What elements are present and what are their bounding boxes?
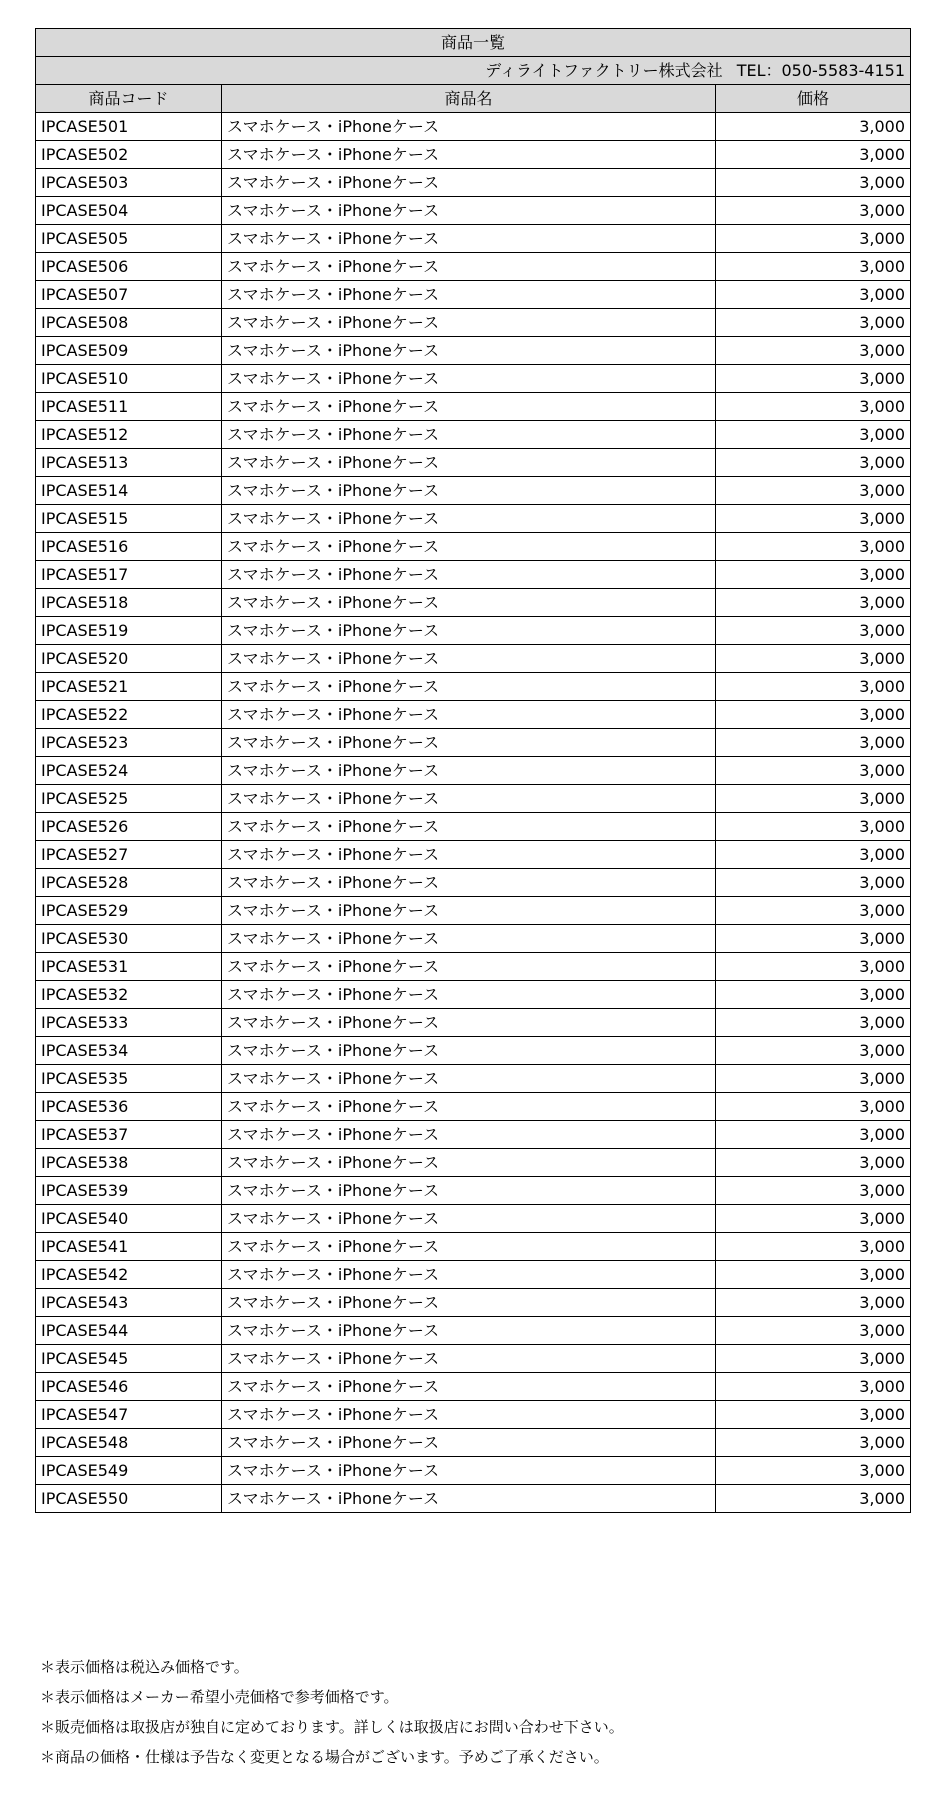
product-name-cell: スマホケース・iPhoneケース: [222, 1065, 716, 1093]
price-cell: 3,000: [716, 309, 911, 337]
column-header-row: [36, 85, 911, 113]
price-cell: 3,000: [716, 645, 911, 673]
table-row: [36, 1233, 911, 1261]
table-row: [36, 1485, 911, 1513]
note-item: ＊表示価格は税込み価格です。: [40, 1658, 249, 1676]
table-row: [36, 1261, 911, 1289]
product-name-cell: スマホケース・iPhoneケース: [222, 561, 716, 589]
table-row: [36, 757, 911, 785]
product-code-cell: IPCASE539: [36, 1177, 222, 1205]
product-name-cell: スマホケース・iPhoneケース: [222, 869, 716, 897]
product-code-cell: IPCASE545: [36, 1345, 222, 1373]
company-row: [36, 57, 911, 85]
table-row: [36, 253, 911, 281]
price-cell: 3,000: [716, 617, 911, 645]
price-cell: 3,000: [716, 1149, 911, 1177]
table-row: [36, 561, 911, 589]
product-code-cell: IPCASE501: [36, 113, 222, 141]
table-row: [36, 169, 911, 197]
price-cell: 3,000: [716, 1373, 911, 1401]
product-name-cell: スマホケース・iPhoneケース: [222, 1205, 716, 1233]
note-item: ＊表示価格はメーカー希望小売価格で参考価格です。: [40, 1688, 399, 1706]
price-cell: 3,000: [716, 477, 911, 505]
product-name-cell: スマホケース・iPhoneケース: [222, 673, 716, 701]
product-name-cell: スマホケース・iPhoneケース: [222, 169, 716, 197]
product-name-cell: スマホケース・iPhoneケース: [222, 197, 716, 225]
product-code-cell: IPCASE529: [36, 897, 222, 925]
product-code-cell: IPCASE531: [36, 953, 222, 981]
table-row: [36, 925, 911, 953]
price-cell: 3,000: [716, 225, 911, 253]
price-cell: 3,000: [716, 1401, 911, 1429]
price-cell: 3,000: [716, 449, 911, 477]
product-name-cell: スマホケース・iPhoneケース: [222, 253, 716, 281]
table-row: [36, 1037, 911, 1065]
price-cell: 3,000: [716, 1261, 911, 1289]
price-cell: 3,000: [716, 757, 911, 785]
table-row: [36, 1149, 911, 1177]
table-row: [36, 1121, 911, 1149]
product-code-cell: IPCASE514: [36, 477, 222, 505]
price-cell: 3,000: [716, 1093, 911, 1121]
product-code-cell: IPCASE511: [36, 393, 222, 421]
table-row: [36, 1345, 911, 1373]
product-name-cell: スマホケース・iPhoneケース: [222, 477, 716, 505]
price-cell: 3,000: [716, 673, 911, 701]
table-row: [36, 841, 911, 869]
table-row: [36, 1457, 911, 1485]
product-code-cell: IPCASE525: [36, 785, 222, 813]
price-cell: 3,000: [716, 1345, 911, 1373]
product-name-cell: スマホケース・iPhoneケース: [222, 337, 716, 365]
header-price: 価格: [716, 85, 911, 113]
product-name-cell: スマホケース・iPhoneケース: [222, 393, 716, 421]
price-cell: 3,000: [716, 1317, 911, 1345]
product-name-cell: スマホケース・iPhoneケース: [222, 645, 716, 673]
table-row: [36, 953, 911, 981]
product-code-cell: IPCASE526: [36, 813, 222, 841]
product-name-cell: スマホケース・iPhoneケース: [222, 925, 716, 953]
product-name-cell: スマホケース・iPhoneケース: [222, 1345, 716, 1373]
table-row: [36, 505, 911, 533]
product-code-cell: IPCASE509: [36, 337, 222, 365]
price-cell: 3,000: [716, 1457, 911, 1485]
table-row: [36, 281, 911, 309]
table-row: [36, 1177, 911, 1205]
table-row: [36, 533, 911, 561]
price-cell: 3,000: [716, 1233, 911, 1261]
product-code-cell: IPCASE537: [36, 1121, 222, 1149]
table-row: [36, 197, 911, 225]
product-code-cell: IPCASE503: [36, 169, 222, 197]
product-code-cell: IPCASE543: [36, 1289, 222, 1317]
product-code-cell: IPCASE548: [36, 1429, 222, 1457]
product-code-cell: IPCASE549: [36, 1457, 222, 1485]
product-name-cell: スマホケース・iPhoneケース: [222, 589, 716, 617]
product-name-cell: スマホケース・iPhoneケース: [222, 953, 716, 981]
product-code-cell: IPCASE540: [36, 1205, 222, 1233]
product-code-cell: IPCASE520: [36, 645, 222, 673]
product-code-cell: IPCASE506: [36, 253, 222, 281]
product-name-cell: スマホケース・iPhoneケース: [222, 1401, 716, 1429]
product-code-cell: IPCASE533: [36, 1009, 222, 1037]
product-code-cell: IPCASE517: [36, 561, 222, 589]
company-name: ディライトファクトリー株式会社: [485, 61, 723, 80]
table-row: [36, 729, 911, 757]
product-code-cell: IPCASE523: [36, 729, 222, 757]
price-cell: 3,000: [716, 953, 911, 981]
table-row: [36, 1009, 911, 1037]
price-cell: 3,000: [716, 113, 911, 141]
price-cell: 3,000: [716, 253, 911, 281]
product-code-cell: IPCASE522: [36, 701, 222, 729]
product-name-cell: スマホケース・iPhoneケース: [222, 897, 716, 925]
product-code-cell: IPCASE534: [36, 1037, 222, 1065]
company-info: [36, 57, 911, 85]
table-row: [36, 1401, 911, 1429]
table-row: [36, 1289, 911, 1317]
product-list-table: [35, 28, 911, 1513]
product-name-cell: スマホケース・iPhoneケース: [222, 1177, 716, 1205]
price-cell: 3,000: [716, 1065, 911, 1093]
product-name-cell: スマホケース・iPhoneケース: [222, 309, 716, 337]
product-code-cell: IPCASE505: [36, 225, 222, 253]
product-code-cell: IPCASE538: [36, 1149, 222, 1177]
price-cell: 3,000: [716, 197, 911, 225]
product-code-cell: IPCASE518: [36, 589, 222, 617]
price-cell: 3,000: [716, 1037, 911, 1065]
product-name-cell: スマホケース・iPhoneケース: [222, 505, 716, 533]
product-name-cell: スマホケース・iPhoneケース: [222, 981, 716, 1009]
product-code-cell: IPCASE532: [36, 981, 222, 1009]
product-code-cell: IPCASE521: [36, 673, 222, 701]
product-name-cell: スマホケース・iPhoneケース: [222, 701, 716, 729]
table-row: [36, 225, 911, 253]
product-code-cell: IPCASE513: [36, 449, 222, 477]
product-name-cell: スマホケース・iPhoneケース: [222, 421, 716, 449]
product-code-cell: IPCASE524: [36, 757, 222, 785]
product-name-cell: スマホケース・iPhoneケース: [222, 757, 716, 785]
price-cell: 3,000: [716, 169, 911, 197]
header-product-name: 商品名: [222, 85, 716, 113]
price-cell: 3,000: [716, 1009, 911, 1037]
product-name-cell: スマホケース・iPhoneケース: [222, 113, 716, 141]
table-title-row: [36, 29, 911, 57]
product-code-cell: IPCASE536: [36, 1093, 222, 1121]
table-row: [36, 897, 911, 925]
product-code-cell: IPCASE516: [36, 533, 222, 561]
price-cell: 3,000: [716, 337, 911, 365]
table-row: [36, 813, 911, 841]
table-row: [36, 785, 911, 813]
table-row: [36, 1373, 911, 1401]
product-name-cell: スマホケース・iPhoneケース: [222, 1373, 716, 1401]
product-name-cell: スマホケース・iPhoneケース: [222, 533, 716, 561]
product-name-cell: スマホケース・iPhoneケース: [222, 449, 716, 477]
product-name-cell: スマホケース・iPhoneケース: [222, 141, 716, 169]
table-row: [36, 1205, 911, 1233]
table-row: [36, 449, 911, 477]
note-item: ＊商品の価格・仕様は予告なく変更となる場合がございます。予めご了承ください。: [40, 1748, 609, 1766]
table-row: [36, 673, 911, 701]
product-name-cell: スマホケース・iPhoneケース: [222, 225, 716, 253]
product-name-cell: スマホケース・iPhoneケース: [222, 1261, 716, 1289]
product-name-cell: スマホケース・iPhoneケース: [222, 1149, 716, 1177]
table-row: [36, 365, 911, 393]
product-code-cell: IPCASE530: [36, 925, 222, 953]
table-row: [36, 393, 911, 421]
price-cell: 3,000: [716, 1289, 911, 1317]
product-name-cell: スマホケース・iPhoneケース: [222, 1121, 716, 1149]
price-cell: 3,000: [716, 1205, 911, 1233]
product-code-cell: IPCASE502: [36, 141, 222, 169]
company-tel: TEL：050-5583-4151: [736, 61, 906, 80]
price-cell: 3,000: [716, 505, 911, 533]
product-name-cell: スマホケース・iPhoneケース: [222, 729, 716, 757]
table-row: [36, 1093, 911, 1121]
price-cell: 3,000: [716, 925, 911, 953]
table-row: [36, 617, 911, 645]
table-row: [36, 701, 911, 729]
table-body: [36, 113, 911, 1513]
product-name-cell: スマホケース・iPhoneケース: [222, 813, 716, 841]
product-code-cell: IPCASE544: [36, 1317, 222, 1345]
product-name-cell: スマホケース・iPhoneケース: [222, 365, 716, 393]
table-row: [36, 141, 911, 169]
product-code-cell: IPCASE542: [36, 1261, 222, 1289]
price-cell: 3,000: [716, 141, 911, 169]
table-row: [36, 1065, 911, 1093]
note-item: ＊販売価格は取扱店が独自に定めております。詳しくは取扱店にお問い合わせ下さい。: [40, 1718, 624, 1736]
product-code-cell: IPCASE541: [36, 1233, 222, 1261]
product-name-cell: スマホケース・iPhoneケース: [222, 785, 716, 813]
product-code-cell: IPCASE546: [36, 1373, 222, 1401]
product-name-cell: スマホケース・iPhoneケース: [222, 1093, 716, 1121]
table-row: [36, 309, 911, 337]
table-row: [36, 981, 911, 1009]
price-cell: 3,000: [716, 1429, 911, 1457]
product-code-cell: IPCASE507: [36, 281, 222, 309]
price-cell: 3,000: [716, 869, 911, 897]
price-cell: 3,000: [716, 813, 911, 841]
product-code-cell: IPCASE510: [36, 365, 222, 393]
price-cell: 3,000: [716, 365, 911, 393]
table-row: [36, 1429, 911, 1457]
price-cell: 3,000: [716, 421, 911, 449]
price-cell: 3,000: [716, 841, 911, 869]
product-code-cell: IPCASE535: [36, 1065, 222, 1093]
table-row: [36, 337, 911, 365]
product-name-cell: スマホケース・iPhoneケース: [222, 841, 716, 869]
price-cell: 3,000: [716, 561, 911, 589]
product-name-cell: スマホケース・iPhoneケース: [222, 1289, 716, 1317]
price-cell: 3,000: [716, 785, 911, 813]
product-code-cell: IPCASE504: [36, 197, 222, 225]
table-row: [36, 421, 911, 449]
price-cell: 3,000: [716, 393, 911, 421]
product-code-cell: IPCASE508: [36, 309, 222, 337]
product-code-cell: IPCASE515: [36, 505, 222, 533]
table-row: [36, 113, 911, 141]
table-row: [36, 589, 911, 617]
product-name-cell: スマホケース・iPhoneケース: [222, 1485, 716, 1513]
product-code-cell: IPCASE528: [36, 869, 222, 897]
price-cell: 3,000: [716, 1177, 911, 1205]
notes-list: [40, 1652, 624, 1772]
product-name-cell: スマホケース・iPhoneケース: [222, 1457, 716, 1485]
price-cell: 3,000: [716, 729, 911, 757]
price-cell: 3,000: [716, 281, 911, 309]
price-cell: 3,000: [716, 1485, 911, 1513]
price-cell: 3,000: [716, 533, 911, 561]
table-title: 商品一覧: [36, 29, 911, 57]
price-cell: 3,000: [716, 1121, 911, 1149]
table-row: [36, 645, 911, 673]
product-name-cell: スマホケース・iPhoneケース: [222, 1317, 716, 1345]
product-name-cell: スマホケース・iPhoneケース: [222, 281, 716, 309]
price-cell: 3,000: [716, 981, 911, 1009]
product-name-cell: スマホケース・iPhoneケース: [222, 1037, 716, 1065]
product-code-cell: IPCASE550: [36, 1485, 222, 1513]
product-name-cell: スマホケース・iPhoneケース: [222, 1233, 716, 1261]
product-code-cell: IPCASE547: [36, 1401, 222, 1429]
product-code-cell: IPCASE527: [36, 841, 222, 869]
product-name-cell: スマホケース・iPhoneケース: [222, 1009, 716, 1037]
product-name-cell: スマホケース・iPhoneケース: [222, 1429, 716, 1457]
product-name-cell: スマホケース・iPhoneケース: [222, 617, 716, 645]
product-code-cell: IPCASE519: [36, 617, 222, 645]
price-cell: 3,000: [716, 897, 911, 925]
table-row: [36, 477, 911, 505]
table-row: [36, 1317, 911, 1345]
price-cell: 3,000: [716, 589, 911, 617]
header-product-code: 商品コード: [36, 85, 222, 113]
table-row: [36, 869, 911, 897]
price-cell: 3,000: [716, 701, 911, 729]
product-code-cell: IPCASE512: [36, 421, 222, 449]
